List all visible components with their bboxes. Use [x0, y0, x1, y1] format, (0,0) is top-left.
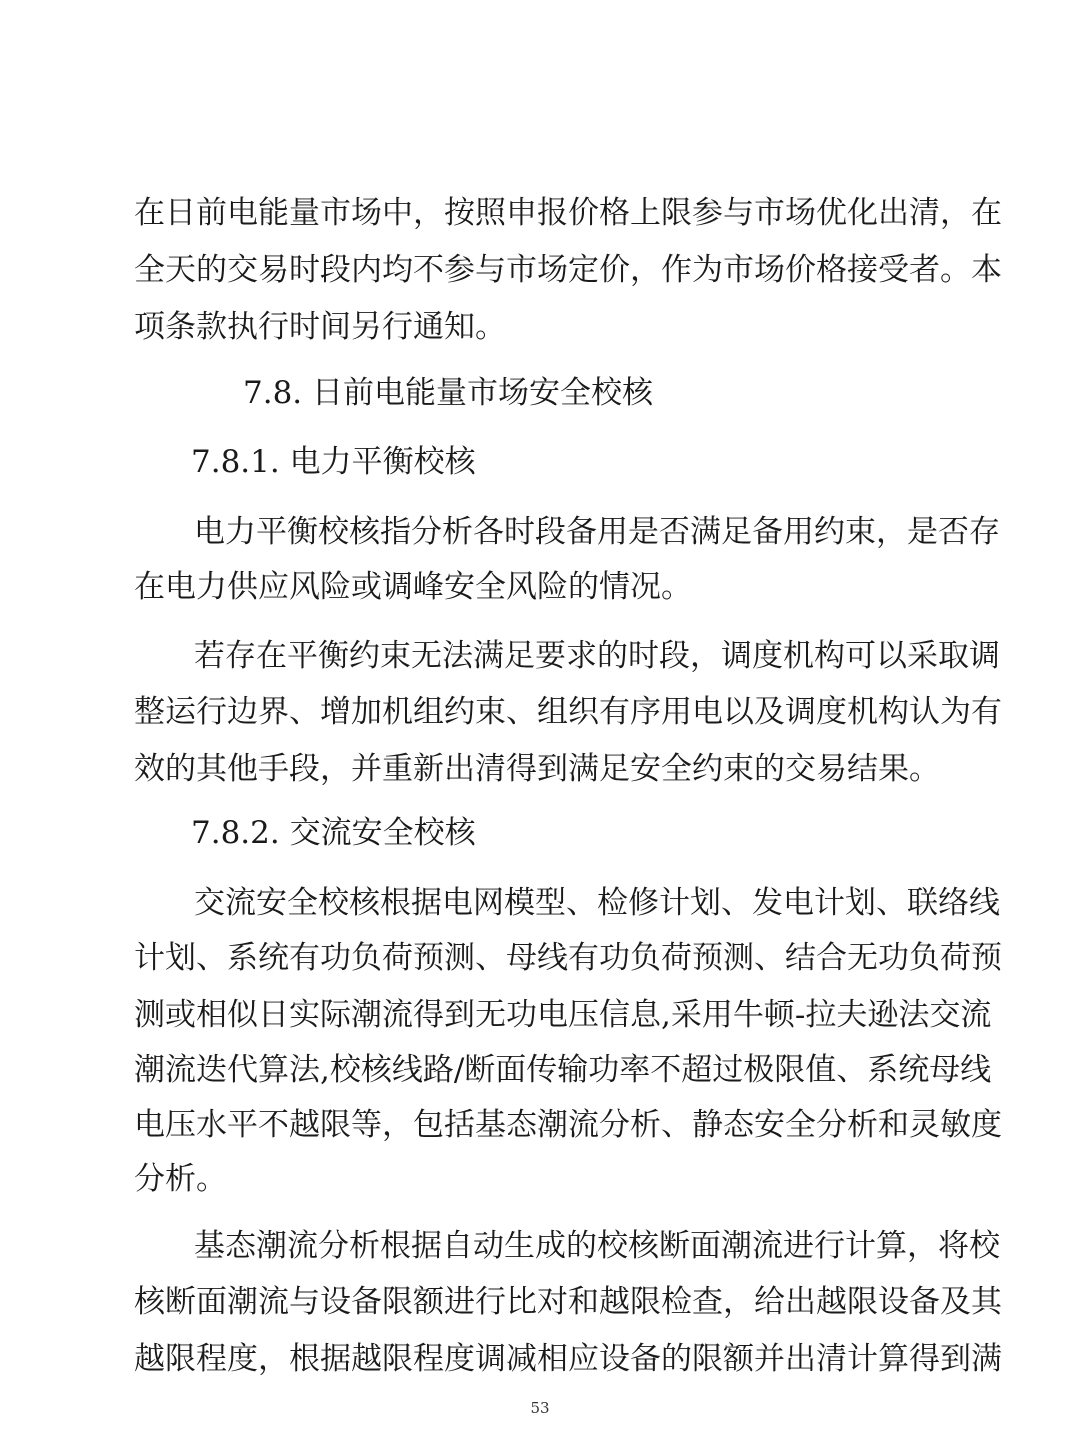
text-line: 若存在平衡约束无法满足要求的时段，调度机构可以采取调: [194, 638, 1000, 674]
text-line: 效的其他手段，并重新出清得到满足安全约束的交易结果。: [134, 751, 940, 787]
text-line: 在电力供应风险或调峰安全风险的情况。: [134, 569, 692, 605]
text-line: 全天的交易时段内均不参与市场定价，作为市场价格接受者。本: [134, 252, 1002, 288]
text-line: 核断面潮流与设备限额进行比对和越限检查，给出越限设备及其: [134, 1284, 1002, 1320]
text-line: 计划、系统有功负荷预测、母线有功负荷预测、结合无功负荷预: [134, 940, 1002, 976]
section-heading: 7.8. 日前电能量市场安全校核: [243, 375, 654, 411]
text-line: 潮流迭代算法,校核线路/断面传输功率不超过极限值、系统母线: [134, 1052, 992, 1088]
text-line: 在日前电能量市场中，按照申报价格上限参与市场优化出清，在: [134, 195, 1002, 231]
text-line: 越限程度，根据越限程度调减相应设备的限额并出清计算得到满: [134, 1341, 1002, 1377]
text-line: 分析。: [134, 1161, 227, 1197]
text-line: 交流安全校核根据电网模型、检修计划、发电计划、联络线: [194, 885, 1000, 921]
text-line: 电压水平不越限等，包括基态潮流分析、静态安全分析和灵敏度: [134, 1107, 1002, 1143]
text-line: 测或相似日实际潮流得到无功电压信息,采用牛顿-拉夫逊法交流: [134, 997, 992, 1033]
text-line: 项条款执行时间另行通知。: [134, 309, 506, 345]
subsection-heading: 7.8.1. 电力平衡校核: [191, 444, 476, 480]
page-number: 53: [530, 1399, 550, 1417]
text-line: 基态潮流分析根据自动生成的校核断面潮流进行计算，将校: [194, 1228, 1000, 1264]
text-line: 整运行边界、增加机组约束、组织有序用电以及调度机构认为有: [134, 694, 1002, 730]
text-line: 电力平衡校核指分析各时段备用是否满足备用约束，是否存: [194, 514, 1000, 550]
subsection-heading: 7.8.2. 交流安全校核: [191, 815, 476, 851]
